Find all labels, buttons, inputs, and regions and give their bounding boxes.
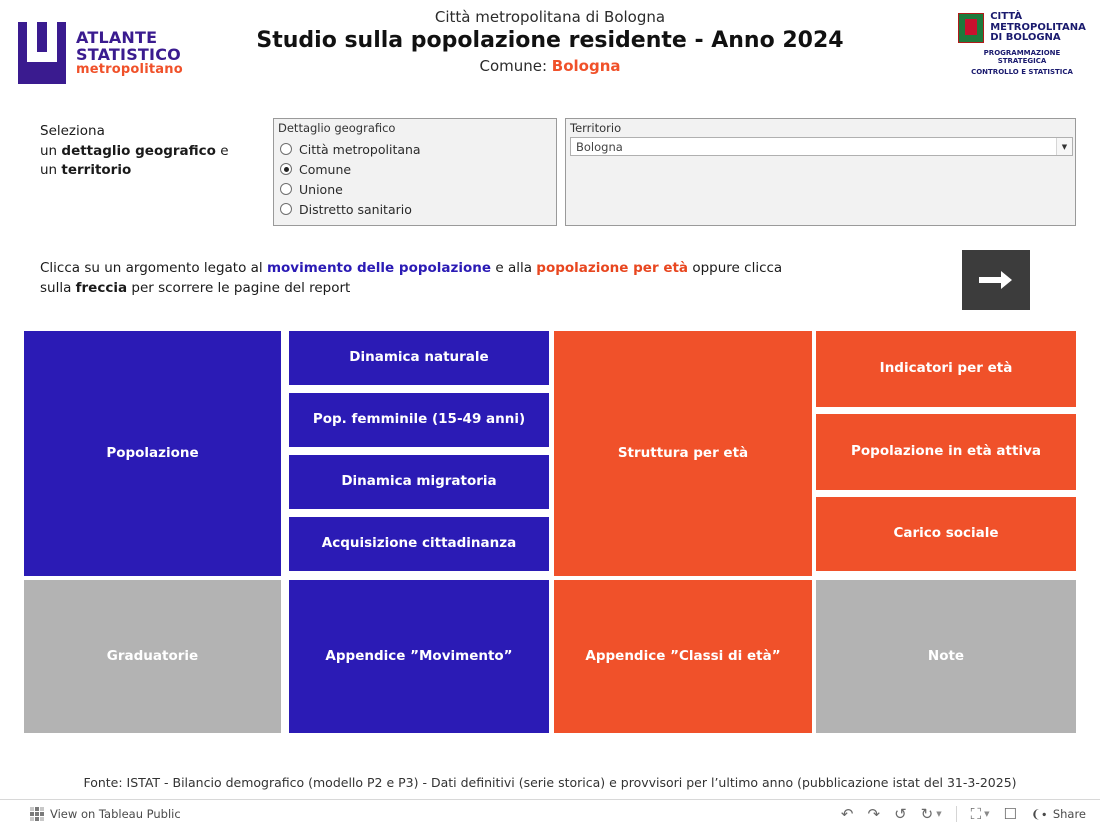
tile-indicatori-per-eta[interactable]: Indicatori per età [816, 331, 1076, 407]
logo-line-1: ATLANTE [76, 27, 158, 47]
highlight-freccia: freccia [75, 280, 128, 297]
chevron-down-icon[interactable]: ▼ [936, 810, 942, 818]
radio-distretto-sanitario[interactable]: Distretto sanitario [280, 199, 421, 219]
territorio-dropdown[interactable] [570, 137, 1073, 156]
crest-line-3: DI BOLOGNA [990, 32, 1061, 43]
tile-appendice-classi-di-eta[interactable]: Appendice ”Classi di età” [554, 580, 812, 733]
page-title: Studio sulla popolazione residente - Anno 2024 [256, 28, 844, 53]
radio-icon [280, 163, 292, 175]
chevron-down-icon[interactable]: ▼ [984, 810, 990, 818]
tile-carico-sociale[interactable]: Carico sociale [816, 497, 1076, 571]
tableau-toolbar-actions [841, 800, 1086, 827]
next-page-button[interactable] [962, 250, 1030, 310]
territorio-selected-value: Bologna [576, 139, 623, 154]
tile-pop-femminile[interactable]: Pop. femminile (15-49 anni) [289, 393, 549, 447]
tile-acquisizione-cittadinanza[interactable]: Acquisizione cittadinanza [289, 517, 549, 571]
view-on-tableau-public-link[interactable] [0, 807, 181, 821]
territorio-title: Territorio [570, 121, 622, 135]
chevron-down-icon[interactable]: ▼ [1056, 138, 1072, 155]
selector-instruction [40, 122, 260, 181]
logo-line-3: metropolitano [76, 62, 183, 78]
source-note: Fonte: ISTAT - Bilancio demografico (modello P2 e P3) - Dati definitivi (serie storica) e provvisori per l’ultimo anno (pubblicazione istat del 31-3-2025) [83, 775, 1017, 790]
citta-metropolitana-logo [962, 11, 1086, 92]
share-icon: ❨∙ [1030, 807, 1048, 821]
view-on-tableau-public-label: View on Tableau Public [50, 806, 181, 821]
refresh-icon[interactable]: ↻ ▼ [920, 805, 942, 823]
dettaglio-geografico-options [280, 139, 421, 219]
selector-instruction-line-3: un territorio [40, 162, 132, 179]
crest-subtitle-1: PROGRAMMAZIONE STRATEGICA [983, 48, 1061, 66]
selected-comune: Bologna [551, 57, 621, 75]
dettaglio-geografico-filter [273, 118, 557, 226]
radio-icon [280, 143, 292, 155]
tile-dinamica-naturale[interactable]: Dinamica naturale [289, 331, 549, 385]
radio-unione[interactable]: Unione [280, 179, 421, 199]
radio-comune[interactable]: Comune [280, 159, 421, 179]
fullscreen-icon[interactable]: ☐ [1003, 805, 1017, 823]
undo-icon[interactable]: ↶ [840, 805, 854, 823]
share-label: Share [1052, 807, 1086, 821]
redo-icon[interactable]: ↷ [867, 805, 881, 823]
tableau-logo-icon [30, 807, 44, 821]
tile-appendice-movimento[interactable]: Appendice ”Movimento” [289, 580, 549, 733]
crest-line-2: METROPOLITANA [990, 21, 1086, 33]
tile-dinamica-migratoria[interactable]: Dinamica migratoria [289, 455, 549, 509]
topic-tiles [24, 331, 1076, 733]
radio-icon [280, 203, 292, 215]
selector-instruction-line-2: un dettaglio geografico e [40, 142, 229, 159]
crest-icon [958, 13, 984, 43]
arrow-right-icon [979, 269, 1013, 291]
toolbar-divider [956, 806, 957, 822]
territorio-filter [565, 118, 1076, 226]
view-icon[interactable]: ⛶ ▼ [970, 805, 990, 823]
tile-graduatorie[interactable]: Graduatorie [24, 580, 281, 733]
tile-popolazione-in-eta-attiva[interactable]: Popolazione in età attiva [816, 414, 1076, 490]
radio-icon [280, 183, 292, 195]
highlight-movimento: movimento delle popolazione [266, 260, 492, 276]
crest-subtitle-2: CONTROLLO E STATISTICA [971, 68, 1073, 76]
supertitle: Città metropolitana di Bologna [434, 8, 666, 26]
share-button[interactable] [1031, 807, 1086, 821]
tile-note[interactable]: Note [816, 580, 1076, 733]
tile-popolazione[interactable]: Popolazione [24, 331, 281, 576]
dettaglio-geografico-title: Dettaglio geografico [278, 121, 396, 135]
crest-line-1: CITTÀ [990, 11, 1023, 22]
dashboard-header [0, 0, 1100, 100]
tile-struttura-per-eta[interactable]: Struttura per età [554, 331, 812, 576]
highlight-popolazione-eta: popolazione per età [536, 260, 689, 276]
tableau-toolbar [0, 799, 1100, 827]
title-block [0, 8, 1100, 78]
logo-line-2: STATISTICO [76, 44, 181, 64]
subtitle-prefix: Comune: [479, 57, 552, 75]
revert-icon[interactable]: ↺ [894, 805, 907, 823]
selector-instruction-line-1: Seleziona [40, 123, 105, 139]
radio-citta-metropolitana[interactable]: Città metropolitana [280, 139, 421, 159]
main-instructions: Clicca su un argomento legato al movimento delle popolazione e alla popolazione per età oppure clicca sulla freccia per scorrere le pagine del report [40, 260, 783, 297]
page-subtitle [0, 57, 1100, 78]
